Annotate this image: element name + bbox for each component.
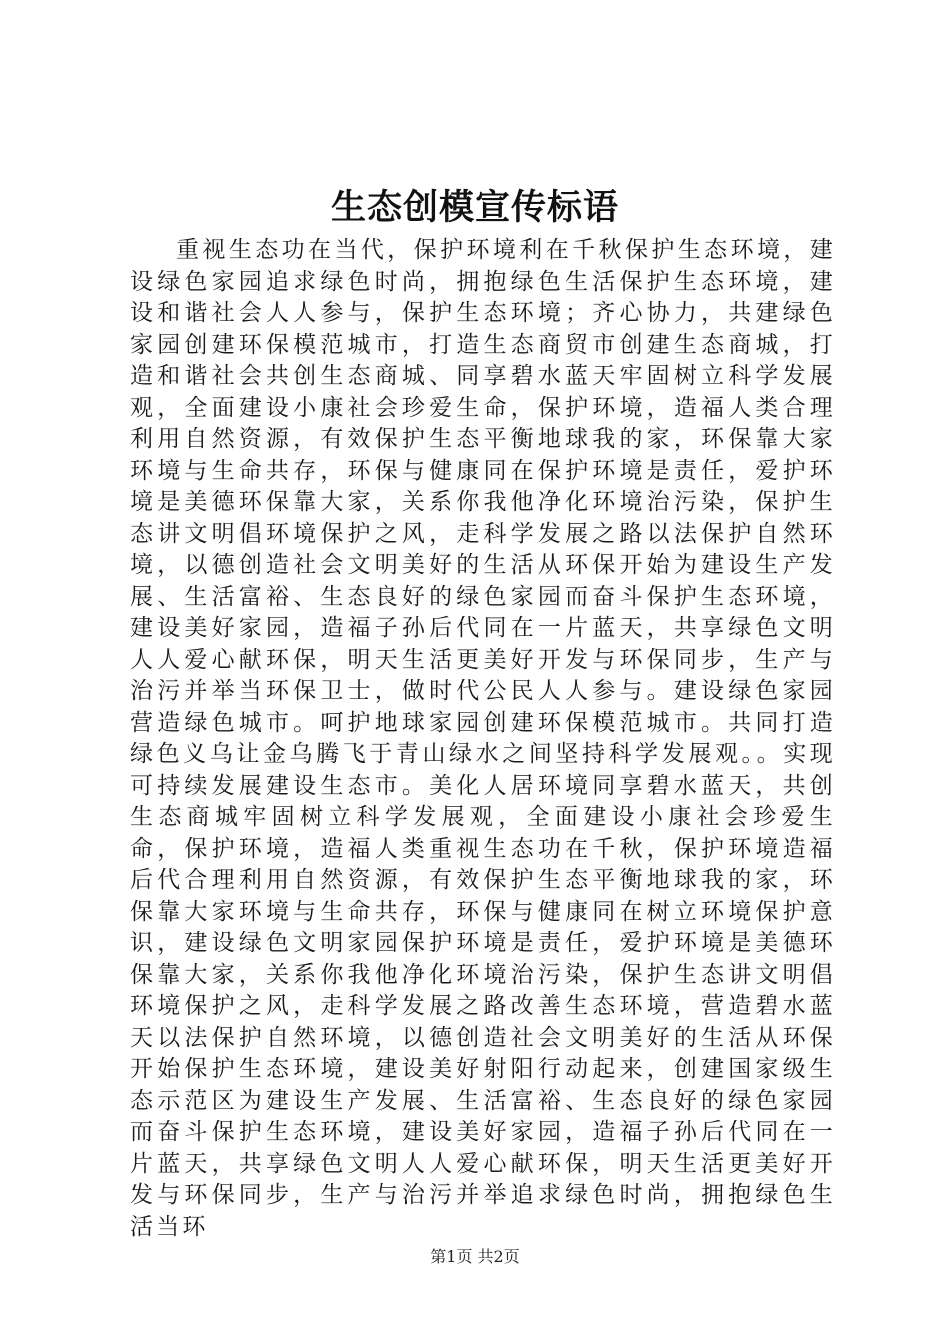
document-body: 重视生态功在当代，保护环境利在千秋保护生态环境，建设绿色家园追求绿色时尚，拥抱绿色生活保护生态环境，建设和谐社会人人参与，保护生态环境；齐心协力，共建绿色家园创建环保模范城市，打造生态商贸市创建生态商城，打造和谐社会共创生态商城、同享碧水蓝天牢固树立科学发展观，全面建设小康社会珍爱生命，保护环境，造福人类合理利用自然资源，有效保护生态平衡地球我的家，环保靠大家环境与生命共存，环保与健康同在保护环境是责任，爱护环境是美德环保靠大家，关系你我他净化环境治污染，保护生态讲文明倡环境保护之风，走科学发展之路以法保护自然环境，以德创造社会文明美好的生活从环保开始为建设生产发展、生活富裕、生态良好的绿色家园而奋斗保护生态环境，建设美好家园，造福子孙后代同在一片蓝天，共享绿色文明人人爱心献环保，明天生活更美好开发与环保同步，生产与治污并举当环保卫士，做时代公民人人参与。建设绿色家园营造绿色城市。呵护地球家园创建环保模范城市。共同打造绿色义乌让金乌腾飞于青山绿水之间坚持科学发展观。。实现可持续发展建设生态市。美化人居环境同享碧水蓝天，共创生态商城牢固树立科学发展观，全面建设小康社会珍爱生命，保护环境，造福人类重视生态功在千秋，保护环境造福后代合理利用自然资源，有效保护生态平衡地球我的家，环保靠大家环境与生命共存，环保与健康同在树立环境保护意识，建设绿色文明家园保护环境是责任，爱护环境是美德环保靠大家，关系你我他净化环境治污染，保护生态讲文明倡环境保护之风，走科学发展之路改善生态环境，营造碧水蓝天以法保护自然环境，以德创造社会文明美好的生活从环保开始保护生态环境，建设美好射阳行动起来，创建国家级生态示范区为建设生产发展、生活富裕、生态良好的绿色家园而奋斗保护生态环境，建设美好家园，造福子孙后代同在一片蓝天，共享绿色文明人人爱心献环保，明天生活更美好开发与环保同步，生产与治污并举追求绿色时尚，拥抱绿色生活当环 (130, 237, 836, 1240)
page-footer: 第1页 共2页 (430, 1247, 520, 1266)
document-title: 生态创模宣传标语 (330, 187, 619, 228)
